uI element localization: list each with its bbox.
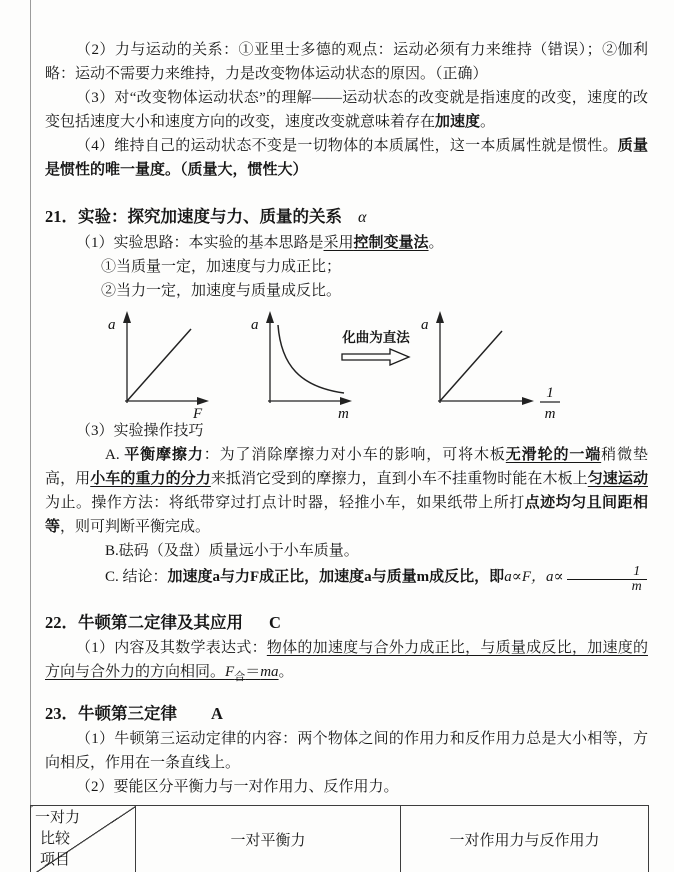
math-F: F (225, 664, 235, 680)
grade-mark-alpha: α (358, 209, 367, 226)
text-run: （1）内容及其数学表达式： (76, 640, 267, 656)
text-run: 。 (480, 114, 496, 130)
s21-item-a-friction-balance (45, 443, 648, 539)
math-ma: ma (260, 664, 279, 680)
bold-run: 质量是惯性的唯一量度。（质量大，惯性大） (45, 138, 648, 178)
corner-label-pair-of-forces: 一对力 (35, 810, 81, 826)
experiment-graphs (101, 307, 648, 419)
bold-run: 加速度a与力F成正比，加速度a与质量m成反比，即 (167, 569, 505, 585)
bold-underline-run: 匀速运动 (587, 471, 648, 487)
text-run: （1）牛顿第三运动定律的内容：两个物体之间的作用力和反作用力总是大小相等，方向相反，作用在一条直线上。 (45, 731, 648, 771)
section-21-heading (45, 204, 648, 231)
text-run: （1）实验思路：本实验的基本思路是 (76, 235, 324, 251)
text-run: （4）维持自己的运动状态不变是一切物体的本质属性，这一本质属性就是惯性。 (76, 138, 618, 154)
x-axis-label-F: F (193, 406, 203, 419)
underline-run: 采用 (323, 235, 354, 251)
paragraph-force-motion-views (45, 38, 648, 86)
y-axis-label-a: a (251, 317, 259, 333)
math-run: a∝F， (504, 569, 547, 585)
s23-distinguish-note (45, 775, 648, 799)
section-22-heading (45, 610, 648, 636)
heading-text: 21．实验：探究加速度与力、质量的关系 (45, 207, 342, 226)
section-23-heading (45, 701, 648, 727)
subscript-net: 合 (234, 671, 246, 683)
text-run: C. 结论： (105, 569, 168, 585)
text-run: 物体的加速度与合外力成正比，与质量成反比，加速度的方向与合外力的方向相同。 (45, 640, 648, 680)
heading-text: 23．牛顿第三定律 (45, 704, 177, 723)
bold-run: 加速度 (435, 114, 481, 130)
s21-skills-heading (45, 419, 648, 443)
x-axis-label-m: m (338, 406, 349, 419)
text-run: 来抵消它受到的摩擦力，直到小车不挂重物时能在木板上 (210, 471, 588, 487)
paragraph-motion-state-change (45, 86, 648, 134)
bold-run: 平衡摩擦力 (124, 447, 204, 463)
graph-a-vs-F (101, 307, 213, 419)
text-run: 为止。操作方法：将纸带穿过打点计时器，轻推小车，如果纸带上所打 (45, 495, 525, 511)
s21-item-force-constant: ②当力一定，加速度与质量成反比。 (101, 283, 342, 299)
grade-mark-a: A (211, 704, 223, 723)
equals-sign: ＝ (245, 664, 261, 680)
linearize-arrow-group (340, 329, 412, 375)
fraction-denominator: m (631, 579, 642, 594)
graph-a-vs-inverse-m (414, 307, 564, 419)
corner-label-item: 项目 (40, 852, 71, 868)
s23-law-statement (45, 727, 648, 775)
s22-law-statement (45, 636, 648, 689)
linearize-method-label: 化曲为直法 (342, 330, 410, 345)
text-run: 稍微垫高，用 (45, 447, 648, 487)
y-axis-label-a: a (108, 317, 116, 333)
x-axis-fraction-numerator: 1 (546, 385, 554, 401)
s21-sub-items (101, 255, 648, 303)
text-run: （3）实验操作技巧 (76, 423, 204, 439)
paragraph-inertia (45, 134, 648, 182)
s21-item-c-conclusion (45, 563, 648, 594)
text-run: （2）力与运动的关系：①亚里士多德的观点：运动必须有力来维持（错误）；②伽利略：运动不需要力来维持，力是改变物体运动状态的原因。（正确） (45, 42, 648, 82)
header-action-reaction: 一对作用力与反作用力 (401, 806, 649, 872)
text-run: 。 (278, 664, 294, 680)
x-axis-fraction-denominator: m (544, 406, 556, 419)
heading-text: 22．牛顿第二定律及其应用 (45, 613, 243, 632)
right-block-arrow-icon (340, 347, 412, 367)
text-run: 。 (428, 235, 444, 251)
text-run: ：为了消除摩擦力对小车的影响，可将木板 (203, 447, 506, 463)
comparison-table (30, 805, 649, 872)
bold-underline-run: 无滑轮的一端 (505, 447, 602, 463)
text-run: A. (105, 447, 125, 463)
grade-mark-c: C (269, 613, 281, 632)
table-corner-cell (31, 806, 136, 872)
bold-underline-run: 控制变量法 (353, 235, 429, 251)
text-run: （2）要能区分平衡力与一对作用力、反作用力。 (76, 779, 399, 795)
text-run: B.砝码（及盘）质量远小于小车质量。 (105, 543, 359, 559)
corner-label-compare: 比较 (40, 831, 71, 847)
fraction-one-over-m (567, 565, 647, 594)
s21-item-mass-constant: ①当质量一定，加速度与力成正比； (101, 259, 342, 275)
text-run: ，则可判断平衡完成。 (60, 519, 211, 535)
y-axis-label-a: a (421, 317, 429, 333)
fraction-numerator: 1 (567, 565, 647, 580)
comparison-table-header-row (31, 806, 649, 872)
text-run: （3）对“改变物体运动状态”的理解——运动状态的改变就是指速度的改变，速度的改变包括速度大小和速度方向的改变，速度改变就意味着存在 (45, 90, 648, 130)
math-run: a∝ (546, 569, 564, 585)
s21-idea-paragraph (45, 231, 648, 255)
bold-run: 点迹均匀且间距相等 (45, 495, 648, 535)
header-balanced-forces: 一对平衡力 (136, 806, 401, 872)
bold-underline-run: 小车的重力的分力 (90, 471, 211, 487)
s21-item-b-mass-condition (45, 539, 648, 563)
